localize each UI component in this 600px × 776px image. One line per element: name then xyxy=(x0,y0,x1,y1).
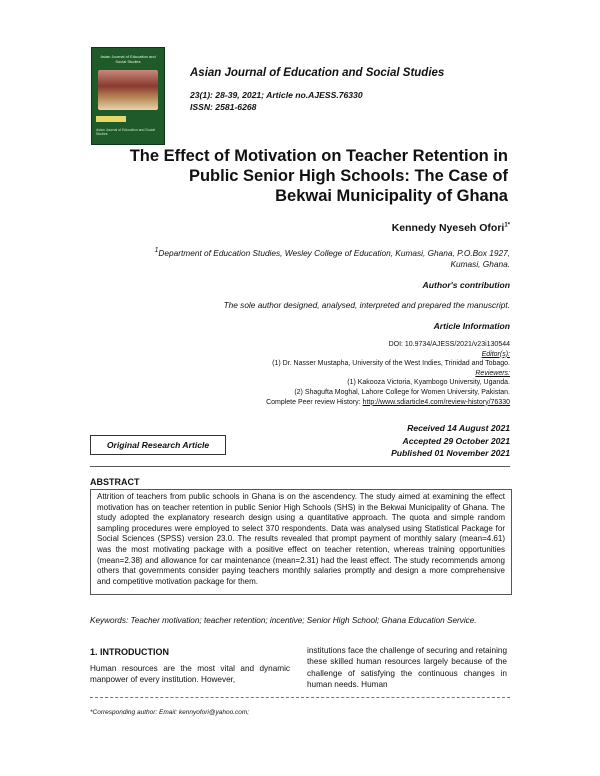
introduction-column-left: Human resources are the most vital and dynamic manpower of every institution. However, xyxy=(90,664,290,685)
article-type-box: Original Research Article xyxy=(90,435,226,455)
title-line: The Effect of Motivation on Teacher Retention in xyxy=(129,147,508,165)
keywords-text: Teacher motivation; teacher retention; incentive; Senior High School; Ghana Education Service. xyxy=(130,616,477,625)
keywords xyxy=(90,615,510,626)
editor-label: Editor(s): xyxy=(481,350,510,358)
title-line: Public Senior High Schools: The Case of xyxy=(188,167,508,185)
reviewer: (2) Shagufta Moghal, Lahore College for Women University, Pakistan. xyxy=(294,388,510,396)
author-superscript: 1* xyxy=(504,222,510,229)
divider xyxy=(90,466,510,467)
issn: ISSN: 2581-6268 xyxy=(190,102,257,112)
dates xyxy=(391,422,510,460)
abstract-heading: ABSTRACT xyxy=(90,477,140,487)
title-line: Bekwai Municipality of Ghana xyxy=(275,187,508,205)
abstract-box: Attrition of teachers from public schools in Ghana is on the ascendency. The study aimed at examining the effect motivation has on teacher retention in public Senior High Schools (SHS) in the Bekwai Municipality of Ghana. The study adopted the explanatory research design using a quantitative approach. The quota and simple random sampling procedures were employed to select 370 respondents. Data was analysed using Statistical Package for Social Sciences (SPSS) version 23.0. The results revealed that prompt payment of monthly salary (mean=4.61) was the most motivating package with a positive effect on teacher retention, whereas training opportunities (mean=2.38) and allowance for car maintenance (mean=2.31) had the least effect. The study recommends among others that governments consider paying teachers monthly salaries promptly and design a more comprehensive and competitive motivation package for them. xyxy=(90,489,512,595)
doi: DOI: 10.9734/AJESS/2021/v23i130544 xyxy=(388,341,510,348)
peer-review-link[interactable]: http://www.sdiarticle4.com/review-history/76330 xyxy=(362,398,510,406)
footnote: *Corresponding author: Email: kennyofori@yahoo.com; xyxy=(90,709,250,716)
affiliation xyxy=(100,245,510,270)
introduction-column-right: institutions face the challenge of securing and retaining these skilled human resources largely because of the challenge of satisfying the continuous changes in human needs. Human xyxy=(307,646,507,690)
citation: 23(1): 28-39, 2021; Article no.AJESS.76330 xyxy=(190,90,363,100)
author-name xyxy=(392,222,510,234)
reviewer: (1) Kakooza Victoria, Kyambogo University, Uganda. xyxy=(347,379,510,387)
affiliation-line: Department of Education Studies, Wesley College of Education, Kumasi, Ghana, P.O.Box 1927, xyxy=(158,247,510,258)
cover-photo xyxy=(98,70,158,110)
peer-review-history xyxy=(150,398,510,408)
cover-footer: Asian Journal of Education and Social Studies xyxy=(96,128,155,136)
published-date: Published 01 November 2021 xyxy=(391,448,510,458)
journal-cover-image xyxy=(92,48,164,144)
accepted-date: Accepted 29 October 2021 xyxy=(402,435,510,446)
author-name-text: Kennedy Nyeseh Ofori xyxy=(391,222,505,234)
reviewers-label: Reviewers: xyxy=(475,369,510,377)
keywords-label: Keywords: xyxy=(90,616,129,625)
journal-name: Asian Journal of Education and Social Studies xyxy=(190,67,445,79)
editor: (1) Dr. Nasser Mustapha, University of the West Indies, Trinidad and Tobago. xyxy=(272,360,510,368)
contribution-heading: Author's contribution xyxy=(422,280,510,290)
paper-title xyxy=(88,146,508,206)
cover-title: Asian Journal of Education and Social Studies xyxy=(100,54,156,64)
affiliation-line: Kumasi, Ghana. xyxy=(450,258,510,269)
introduction-heading: 1. INTRODUCTION xyxy=(90,647,170,657)
cover-label-bar xyxy=(96,116,126,122)
affiliation-superscript: 1 xyxy=(154,247,159,254)
received-date: Received 14 August 2021 xyxy=(407,423,510,433)
contribution-text: The sole author designed, analysed, interpreted and prepared the manuscript. xyxy=(223,300,510,310)
footnote-divider xyxy=(90,697,510,698)
peer-review-label: Complete Peer review History: xyxy=(266,398,363,406)
article-info xyxy=(150,340,510,407)
article-info-heading: Article Information xyxy=(433,321,510,331)
